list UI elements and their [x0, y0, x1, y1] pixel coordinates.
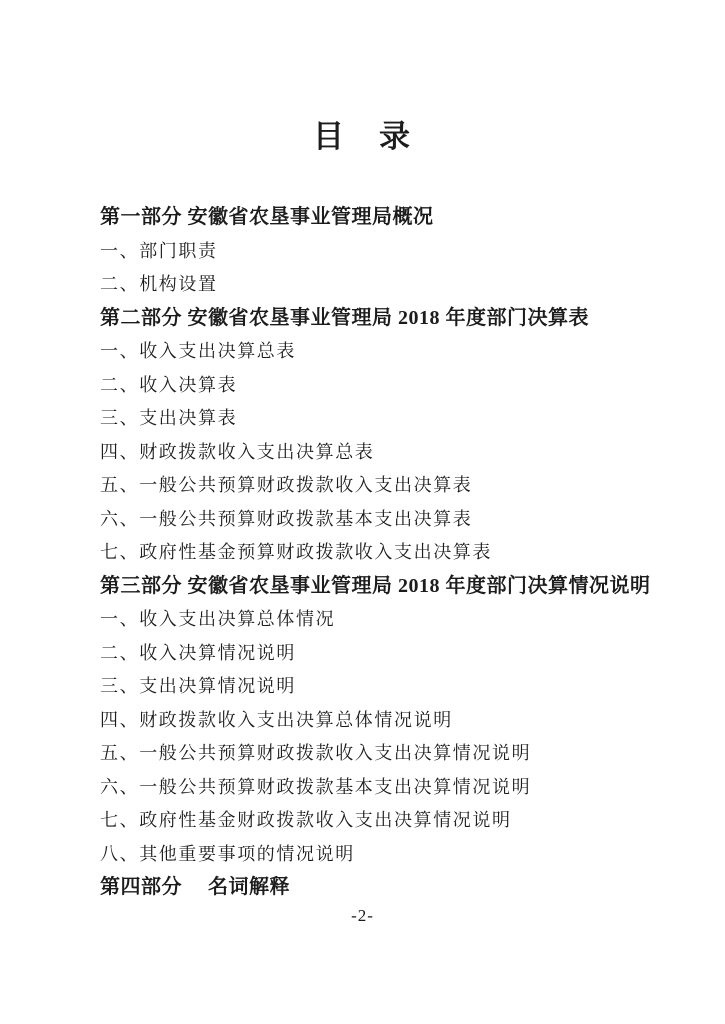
- toc-item: 二、收入决算情况说明: [100, 642, 296, 663]
- toc-item: 二、机构设置: [100, 274, 218, 294]
- toc-item: 八、其他重要事项的情况说明: [100, 843, 355, 864]
- toc-item: 六、一般公共预算财政拨款基本支出决算表: [100, 508, 473, 529]
- toc-item: 一、收入支出决算总体情况: [100, 609, 336, 629]
- toc-item: 一、收入支出决算总表: [100, 341, 296, 361]
- section-1-heading: 第一部分 安徽省农垦事业管理局概况: [100, 206, 434, 228]
- toc-item: 七、政府性基金财政拨款收入支出决算情况说明: [100, 810, 512, 830]
- toc-item: 三、支出决算情况说明: [100, 676, 296, 696]
- toc-item: 三、支出决算表: [100, 408, 238, 428]
- section-4-heading: 第四部分 名词解释: [100, 876, 290, 898]
- page-title: 目 录: [313, 119, 412, 154]
- toc-item: 七、政府性基金预算财政拨款收入支出决算表: [100, 542, 492, 562]
- section-2-heading: 第二部分 安徽省农垦事业管理局 2018 年度部门决算表: [100, 306, 589, 329]
- toc-item: 六、一般公共预算财政拨款基本支出决算情况说明: [100, 776, 532, 797]
- toc-item: 二、收入决算表: [100, 374, 238, 395]
- toc-item: 五、一般公共预算财政拨款收入支出决算表: [100, 475, 473, 495]
- toc-item: 四、财政拨款收入支出决算总体情况说明: [100, 709, 453, 730]
- section-3-heading: 第三部分 安徽省农垦事业管理局 2018 年度部门决算情况说明: [100, 574, 651, 597]
- table-of-contents: [100, 201, 665, 905]
- toc-item: 五、一般公共预算财政拨款收入支出决算情况说明: [100, 743, 532, 763]
- toc-item: 四、财政拨款收入支出决算总表: [100, 441, 375, 462]
- page-number: -2-: [351, 905, 374, 925]
- toc-item: 一、部门职责: [100, 240, 218, 261]
